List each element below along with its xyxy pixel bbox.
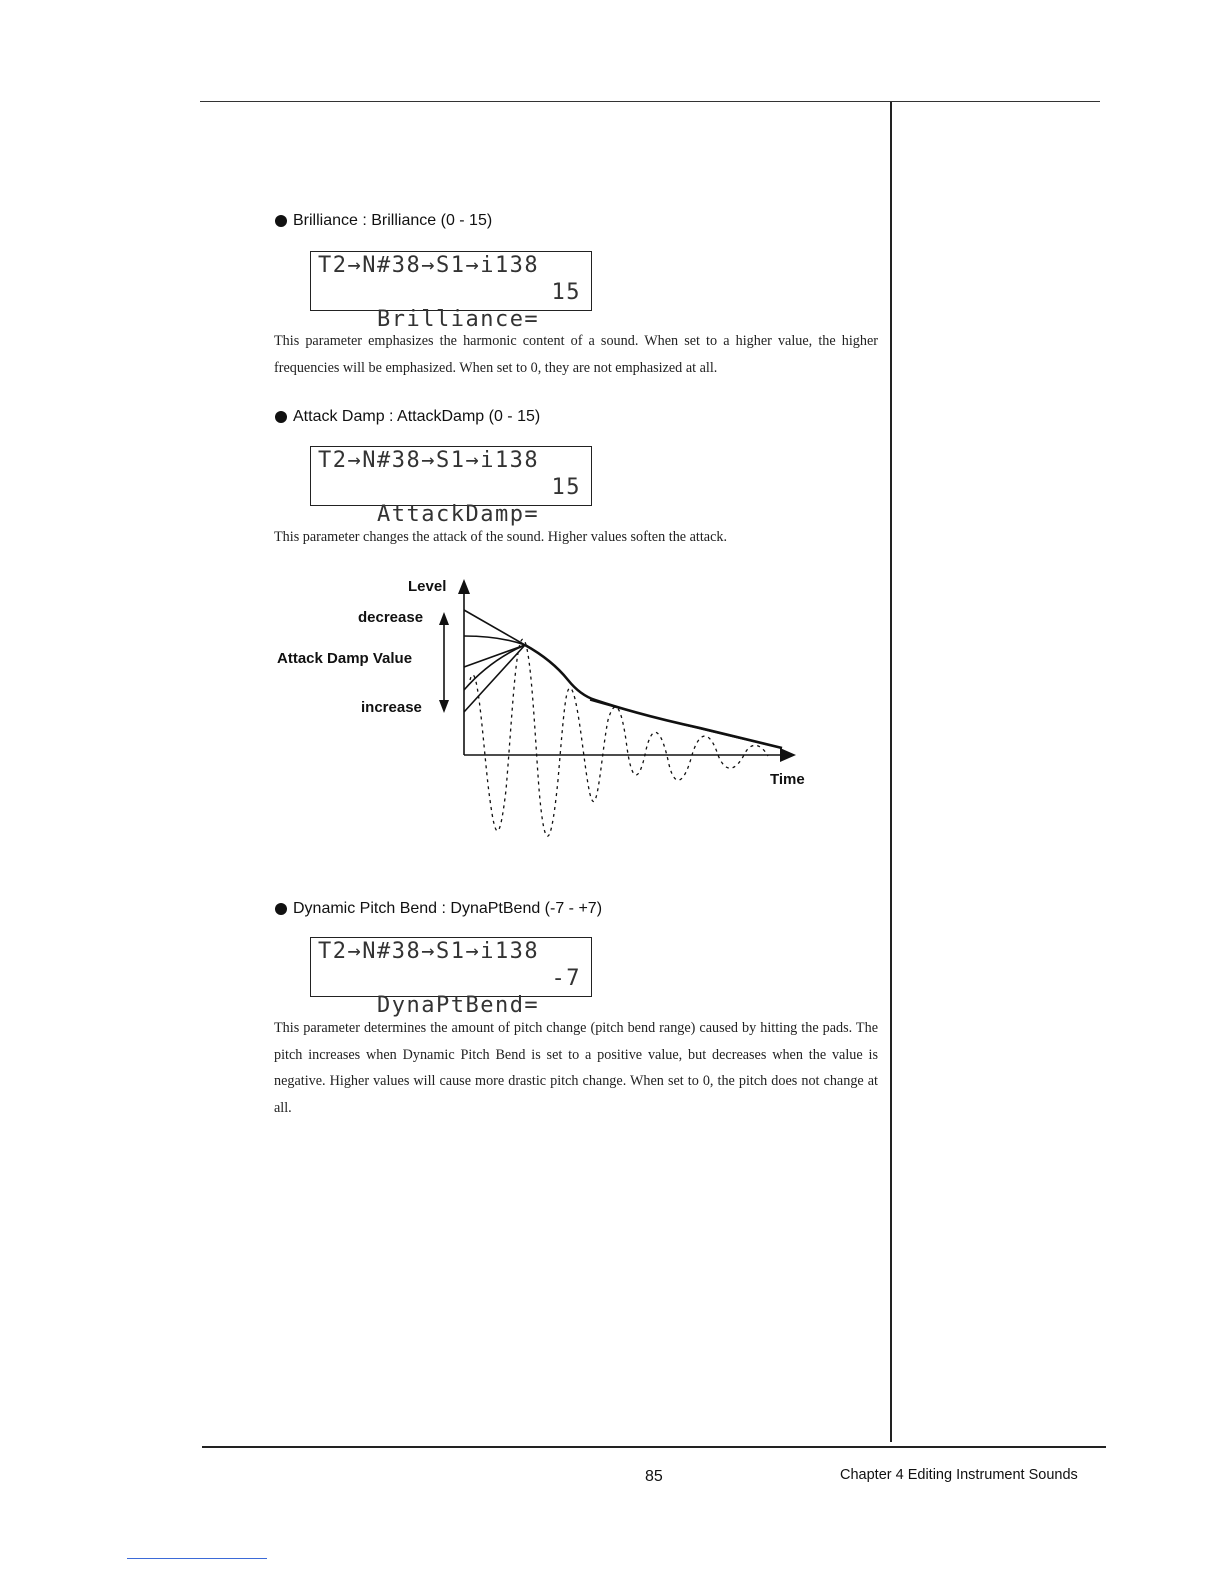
- bullet-icon: [275, 903, 287, 915]
- time-axis-arrow-icon: [780, 748, 796, 762]
- lcd-parameter-label: DynaPtBend=: [376, 993, 540, 1018]
- decrease-label: decrease: [358, 609, 424, 626]
- envelope-attack-decrease: [464, 610, 525, 645]
- lcd-line-1: T2→N#38→S1→i138: [318, 448, 540, 473]
- lcd-parameter-label: AttackDamp=: [376, 502, 540, 527]
- envelope-decay: [525, 645, 782, 748]
- lcd-parameter-label: Brilliance=: [376, 307, 540, 332]
- dynamic-pitch-bend-heading: [275, 900, 602, 918]
- attack-damp-description: This parameter changes the attack of the sound. Higher values soften the attack.: [274, 529, 728, 545]
- time-label: Time: [770, 771, 805, 788]
- lcd-line-2: [311, 965, 591, 1018]
- brilliance-heading-text: Brilliance : Brilliance (0 - 15): [293, 212, 493, 229]
- lcd-parameter-value: 15: [551, 280, 581, 305]
- lcd-parameter-value: 15: [551, 475, 581, 500]
- increase-label: increase: [361, 699, 422, 716]
- lcd-line-1: T2→N#38→S1→i138: [318, 939, 540, 964]
- lcd-parameter-value: -7: [551, 966, 581, 991]
- attack-damp-value-label: Attack Damp Value: [277, 650, 413, 667]
- decrease-arrow-icon: [439, 612, 449, 625]
- dynamic-pitch-bend-heading-text: Dynamic Pitch Bend : DynaPtBend (-7 - +7): [293, 900, 603, 917]
- chapter-title: Chapter 4 Editing Instrument Sounds: [840, 1467, 1078, 1483]
- attack-damp-heading-text: Attack Damp : AttackDamp (0 - 15): [293, 408, 541, 425]
- lcd-line-1: T2→N#38→S1→i138: [318, 253, 540, 278]
- envelope-attack-increase: [464, 645, 525, 712]
- page-number: 85: [645, 1468, 663, 1485]
- dynamic-pitch-bend-description: This parameter determines the amount of pitch change (pitch bend range) caused by hitting the pads. The pitch increases when Dynamic Pitch Bend is set to a positive value, but decreases when the value is negative. Higher values will cause more drastic pitch change. When set to 0, the pitch does not change at all.: [274, 1020, 878, 1116]
- increase-arrow-icon: [439, 700, 449, 713]
- level-label: Level: [408, 578, 447, 595]
- dynamic-pitch-bend-lcd-display: [310, 937, 592, 1018]
- level-axis-arrow-icon: [458, 579, 470, 594]
- waveform: [470, 639, 768, 836]
- brilliance-description: This parameter emphasizes the harmonic content of a sound. When set to a higher value, the higher frequencies will be emphasized. When set to 0, they are not emphasized at all.: [274, 333, 878, 376]
